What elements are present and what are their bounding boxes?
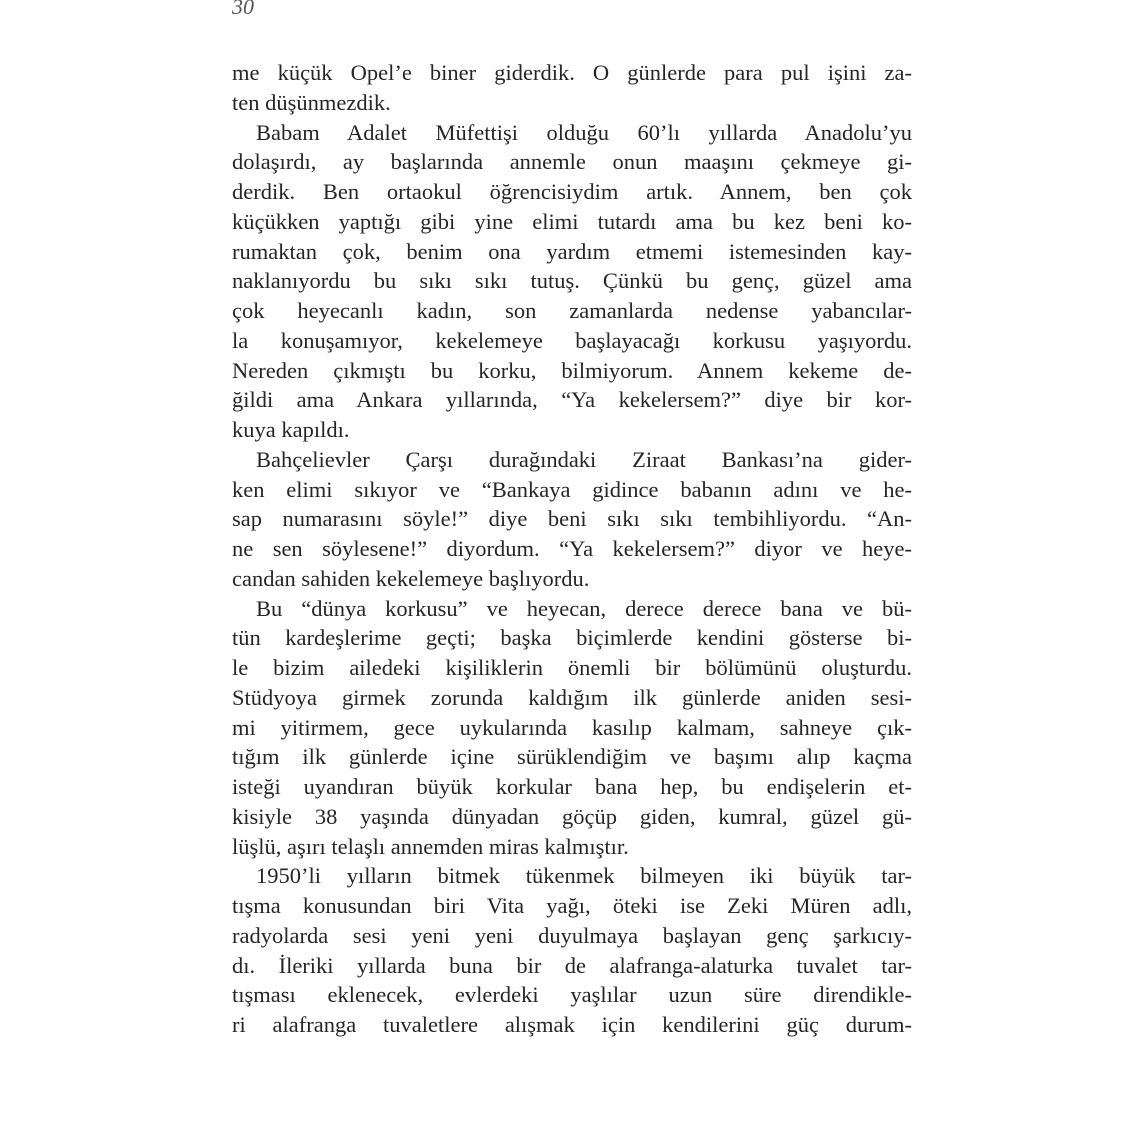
text-line: tışma konusundan biri Vita yağı, öteki ise Zeki Müren adlı, [232,893,912,918]
text-line: küçükken yaptığı gibi yine elimi tutardı ama bu kez beni ko- [232,208,912,234]
paragraph-4 [232,594,912,862]
text-line: kisiyle 38 yaşında dünyadan göçüp giden, kumral, güzel gü- [232,803,912,829]
text-line: lüşlü, aşırı telaşlı annemden miras kalmıştır. [232,833,629,859]
text-line: dolaşırdı, ay başlarında annemle onun maaşını çekmeye gi- [232,149,912,175]
text-line: Bahçelievler Çarşı durağındaki Ziraat Bankası’na gider- [256,446,912,472]
text-line: le bizim ailedeki kişiliklerin önemli bir bölümünü oluşturdu. [232,655,912,680]
text-line: Stüdyoya girmek zorunda kaldığım ilk günlerde aniden sesi- [232,684,912,710]
paragraph-3 [232,445,912,594]
body-text [232,58,912,1040]
text-line: dı. İleriki yıllarda buna bir de alafranga-alaturka tuvalet tar- [232,952,912,978]
text-line: Babam Adalet Müfettişi olduğu 60’lı yıllarda Anadolu’yu [256,119,912,145]
text-line: me küçük Opel’e biner giderdik. O günlerde para pul işini za- [232,60,912,85]
text-line: candan sahiden kekelemeye başlıyordu. [232,565,590,591]
text-line: Nereden çıkmıştı bu korku, bilmiyorum. Annem kekeme de- [232,357,912,383]
text-line: la konuşamıyor, kekelemeye başlayacağı korkusu yaşıyordu. [232,327,912,353]
text-line: isteği uyandıran büyük korkular bana hep, bu endişelerin et- [232,774,912,799]
text-line: ken elimi sıkıyor ve “Bankaya gidince babanın adını ve he- [232,476,912,502]
paragraph-2 [232,118,912,445]
text-line: naklanıyordu bu sıkı sıkı tutuş. Çünkü bu genç, güzel ama [232,268,912,294]
paragraph-5 [232,861,912,1040]
text-line: ri alafranga tuvaletlere alışmak için kendilerini güç durum- [232,1012,912,1037]
text-line: derdik. Ben ortaokul öğrencisiydim artık. Annem, ben çok [232,179,912,204]
text-line: radyolarda sesi yeni yeni duyulmaya başlayan genç şarkıcıy- [232,922,912,948]
text-line: sap numarasını söyle!” diye beni sıkı sıkı tembihliyordu. “An- [232,506,912,532]
text-line: ten düşünmezdik. [232,89,391,115]
page-number: 30 [232,0,254,19]
text-line: Bu “dünya korkusu” ve heyecan, derece derece bana ve bü- [256,595,912,621]
text-line: 1950’li yılların bitmek tükenmek bilmeyen iki büyük tar- [256,863,912,889]
text-line: ğildi ama Ankara yıllarında, “Ya kekelersem?” diye bir kor- [232,387,912,413]
text-line: kuya kapıldı. [232,417,350,442]
text-line: çok heyecanlı kadın, son zamanlarda nedense yabancılar- [232,298,912,323]
text-line: tışması eklenecek, evlerdeki yaşlılar uzun süre direndikle- [232,982,912,1008]
paragraph-1 [232,58,912,118]
text-line: tığım ilk günlerde içine sürüklendiğim ve başımı alıp kaçma [232,744,912,770]
text-line: tün kardeşlerime geçti; başka biçimlerde kendini gösterse bi- [232,625,912,651]
text-line: mi yitirmem, gece uykularında kasılıp kalmam, sahneye çık- [232,714,912,740]
text-line: rumaktan çok, benim ona yardım etmemi istemesinden kay- [232,238,912,264]
text-line: ne sen söylesene!” diyordum. “Ya kekelersem?” diyor ve heye- [232,536,912,561]
